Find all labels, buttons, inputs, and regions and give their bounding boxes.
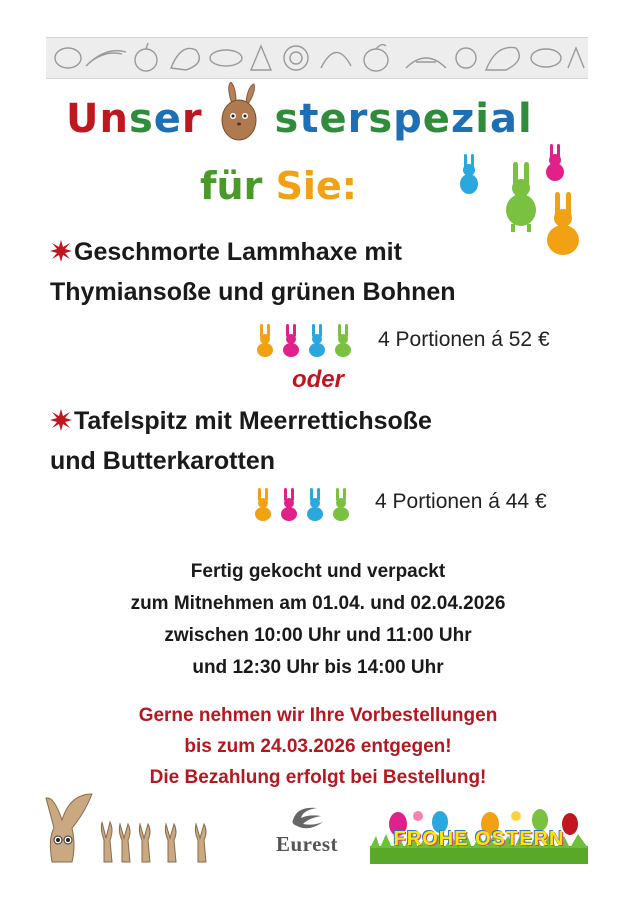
dish-2-line2: und Butterkarotten [50,447,275,475]
separator-oder: oder [291,366,344,393]
dish-1-price: 4 Portionen á 52 € [378,328,550,351]
frohe-ostern-banner [370,806,588,864]
info-line: zum Mitnehmen am 01.04. und 02.04.2026 [130,593,506,614]
dish-2-price: 4 Portionen á 44 € [375,490,547,513]
pickup-info [0,556,636,684]
notice-line: Gerne nehmen wir Ihre Vorbestellungen [138,705,498,726]
info-line: zwischen 10:00 Uhr und 11:00 Uhr [164,625,472,646]
bunny-row-image [44,790,222,864]
notice-line: bis zum 24.03.2026 entgegen! [184,736,452,757]
info-line: Fertig gekocht und verpackt [190,561,446,582]
preorder-notice [0,700,636,793]
title-word-sterspezial: sterspezial [274,96,533,142]
vegetable-banner [46,37,588,79]
bunny-pink-icon [546,144,564,181]
eurest-logo-text: Eurest [275,832,339,856]
subtitle-fur: für [200,164,263,208]
dish-2-line1: Tafelspitz mit Meerrettichsoße [74,407,432,435]
notice-line: Die Bezahlung erfolgt bei Bestellung! [149,767,487,788]
title-word-unser: Unser [66,96,203,142]
info-line: und 12:30 Uhr bis 14:00 Uhr [192,657,444,678]
bunny-cyan-icon [460,154,478,194]
dish-2 [50,401,432,481]
easter-egg-bunny-icon [218,92,260,144]
decorative-bunnies [455,140,585,260]
dish-1-line2: Thymiansoße und grünen Bohnen [50,278,456,306]
portion-bunnies-2 [252,486,356,522]
page-subtitle [200,164,357,208]
red-starburst-icon [50,409,72,431]
page-title [66,92,533,144]
portion-bunnies-1 [254,322,358,358]
eurest-swirl-icon [287,804,327,830]
eurest-logo [262,804,352,858]
red-starburst-icon [50,240,72,262]
frohe-ostern-text: FROHE OSTERN [393,828,565,850]
dish-1 [50,232,456,312]
subtitle-sie: Sie: [275,164,357,208]
bunny-green-icon [506,162,536,232]
dish-1-line1: Geschmorte Lammhaxe mit [74,238,402,266]
bunny-orange-icon [547,192,579,255]
